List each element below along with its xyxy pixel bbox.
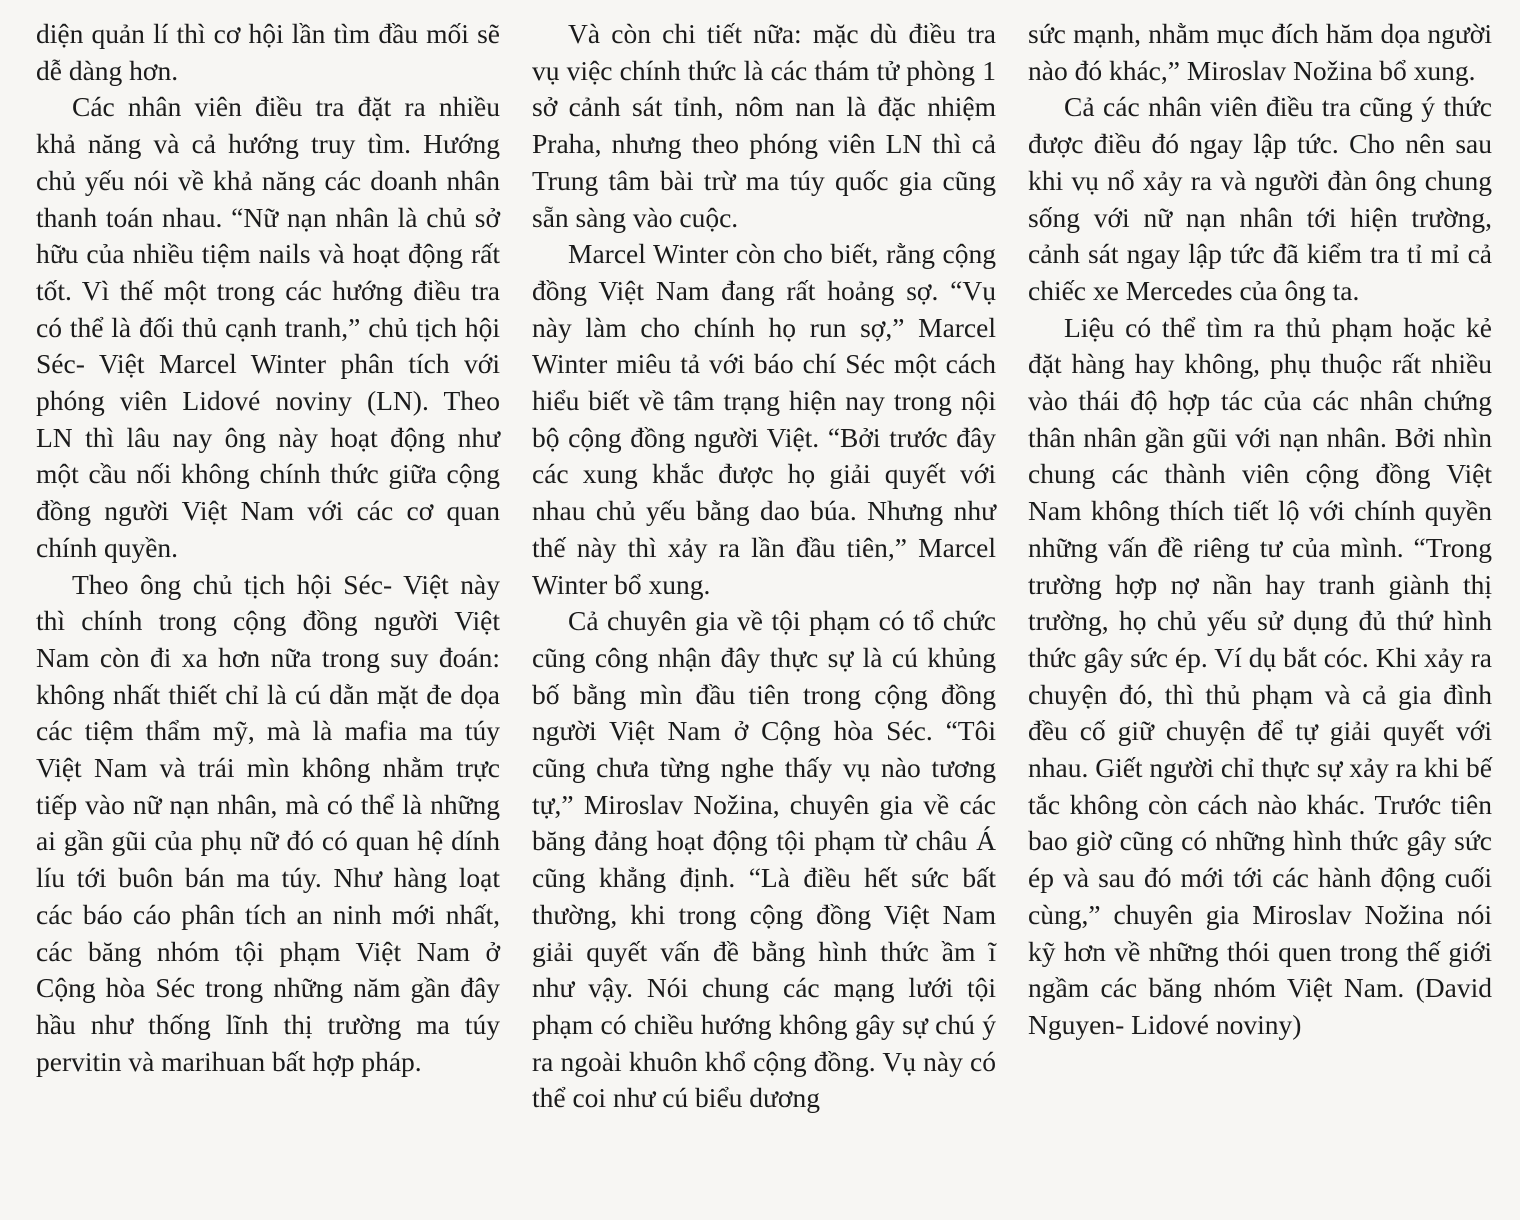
paragraph: sức mạnh, nhằm mục đích hăm dọa người nào đó khác,” Miroslav Nožina bổ xung.	[1028, 18, 1492, 86]
paragraph: diện quản lí thì cơ hội lần tìm đầu mối sẽ dễ dàng hơn.	[36, 18, 500, 86]
paragraph: Marcel Winter còn cho biết, rằng cộng đồng Việt Nam đang rất hoảng sợ. “Vụ này làm cho chính họ run sợ,” Marcel Winter miêu tả với báo chí Séc một cách hiểu biết về tâm trạng hiện nay trong nội bộ cộng đồng người Việt. “Bởi trước đây các xung khắc được họ giải quyết với nhau chủ yếu bằng dao búa. Nhưng như thế này thì xảy ra lần đầu tiên,” Marcel Winter bổ xung.	[532, 238, 996, 600]
paragraph: Cả chuyên gia về tội phạm có tổ chức cũng công nhận đây thực sự là cú khủng bố bằng mìn đầu tiên trong cộng đồng người Việt Nam ở Cộng hòa Séc. “Tôi cũng chưa từng nghe thấy vụ nào tương tự,” Miroslav Nožina, chuyên gia về các băng đảng hoạt động tội phạm từ châu Á cũng khẳng định. “Là điều hết sức bất thường, khi trong cộng đồng Việt Nam giải quyết vấn đề bằng hình thức ầm ĩ như vậy. Nói chung các mạng lưới tội phạm có chiều hướng không gây sự chú ý ra ngoài khuôn khổ cộng đồng. Vụ này có thể coi như cú biểu dương	[532, 605, 996, 1114]
paragraph: Theo ông chủ tịch hội Séc- Việt này thì chính trong cộng đồng người Việt Nam còn đi xa hơn nữa trong suy đoán: không nhất thiết chỉ là cú dằn mặt đe dọa các tiệm thẩm mỹ, mà là mafia ma túy Việt Nam và trái mìn không nhằm trực tiếp vào nữ nạn nhân, mà có thể là những ai gần gũi của phụ nữ đó có quan hệ dính líu tới buôn bán ma túy. Như hàng loạt các báo cáo phân tích an ninh mới nhất, các băng nhóm tội phạm Việt Nam ở Cộng hòa Séc trong những năm gần đây hầu như thống lĩnh thị trường ma túy pervitin và marihuan bất hợp pháp.	[36, 568, 500, 1077]
paragraph: Và còn chi tiết nữa: mặc dù điều tra vụ việc chính thức là các thám tử phòng 1 sở cảnh sát tỉnh, nôm nan là đặc nhiệm Praha, nhưng theo phóng viên LN thì cả Trung tâm bài trừ ma túy quốc gia cũng sẵn sàng vào cuộc.	[532, 18, 996, 233]
paragraph: Các nhân viên điều tra đặt ra nhiều khả năng và cả hướng truy tìm. Hướng chủ yếu nói về khả năng các doanh nhân thanh toán nhau. “Nữ nạn nhân là chủ sở hữu của nhiều tiệm nails và hoạt động rất tốt. Vì thế một trong các hướng điều tra có thể là đối thủ cạnh tranh,” chủ tịch hội Séc- Việt Marcel Winter phân tích với phóng viên Lidové noviny (LN). Theo LN thì lâu nay ông này hoạt động như một cầu nối không chính thức giữa cộng đồng người Việt Nam với các cơ quan chính quyền.	[36, 91, 500, 563]
text-column-2	[532, 16, 996, 1117]
text-column-1	[36, 16, 500, 1080]
text-column-3	[1028, 16, 1492, 1044]
paragraph: Cả các nhân viên điều tra cũng ý thức được điều đó ngay lập tức. Cho nên sau khi vụ nổ xảy ra và người đàn ông chung sống với nữ nạn nhân tới hiện trường, cảnh sát ngay lập tức đã kiểm tra tỉ mỉ cả chiếc xe Mercedes của ông ta.	[1028, 91, 1492, 306]
paragraph: Liệu có thể tìm ra thủ phạm hoặc kẻ đặt hàng hay không, phụ thuộc rất nhiều vào thái độ hợp tác của các nhân chứng thân nhân gần gũi với nạn nhân. Bởi nhìn chung các thành viên cộng đồng Việt Nam không thích tiết lộ với chính quyền những vấn đề riêng tư của mình. “Trong trường hợp nợ nần hay tranh giành thị trường, họ chủ yếu sử dụng đủ thứ hình thức gây sức ép. Ví dụ bắt cóc. Khi xảy ra chuyện đó, thì thủ phạm và cả gia đình đều cố giữ chuyện để tự giải quyết với nhau. Giết người chỉ thực sự xảy ra khi bế tắc không còn cách nào khác. Trước tiên bao giờ cũng có những hình thức gây sức ép và sau đó mới tới các hành động cuối cùng,” chuyên gia Miroslav Nožina nói kỹ hơn về những thói quen trong thế giới ngầm các băng nhóm Việt Nam. (David Nguyen- Lidové noviny)	[1028, 311, 1493, 1040]
